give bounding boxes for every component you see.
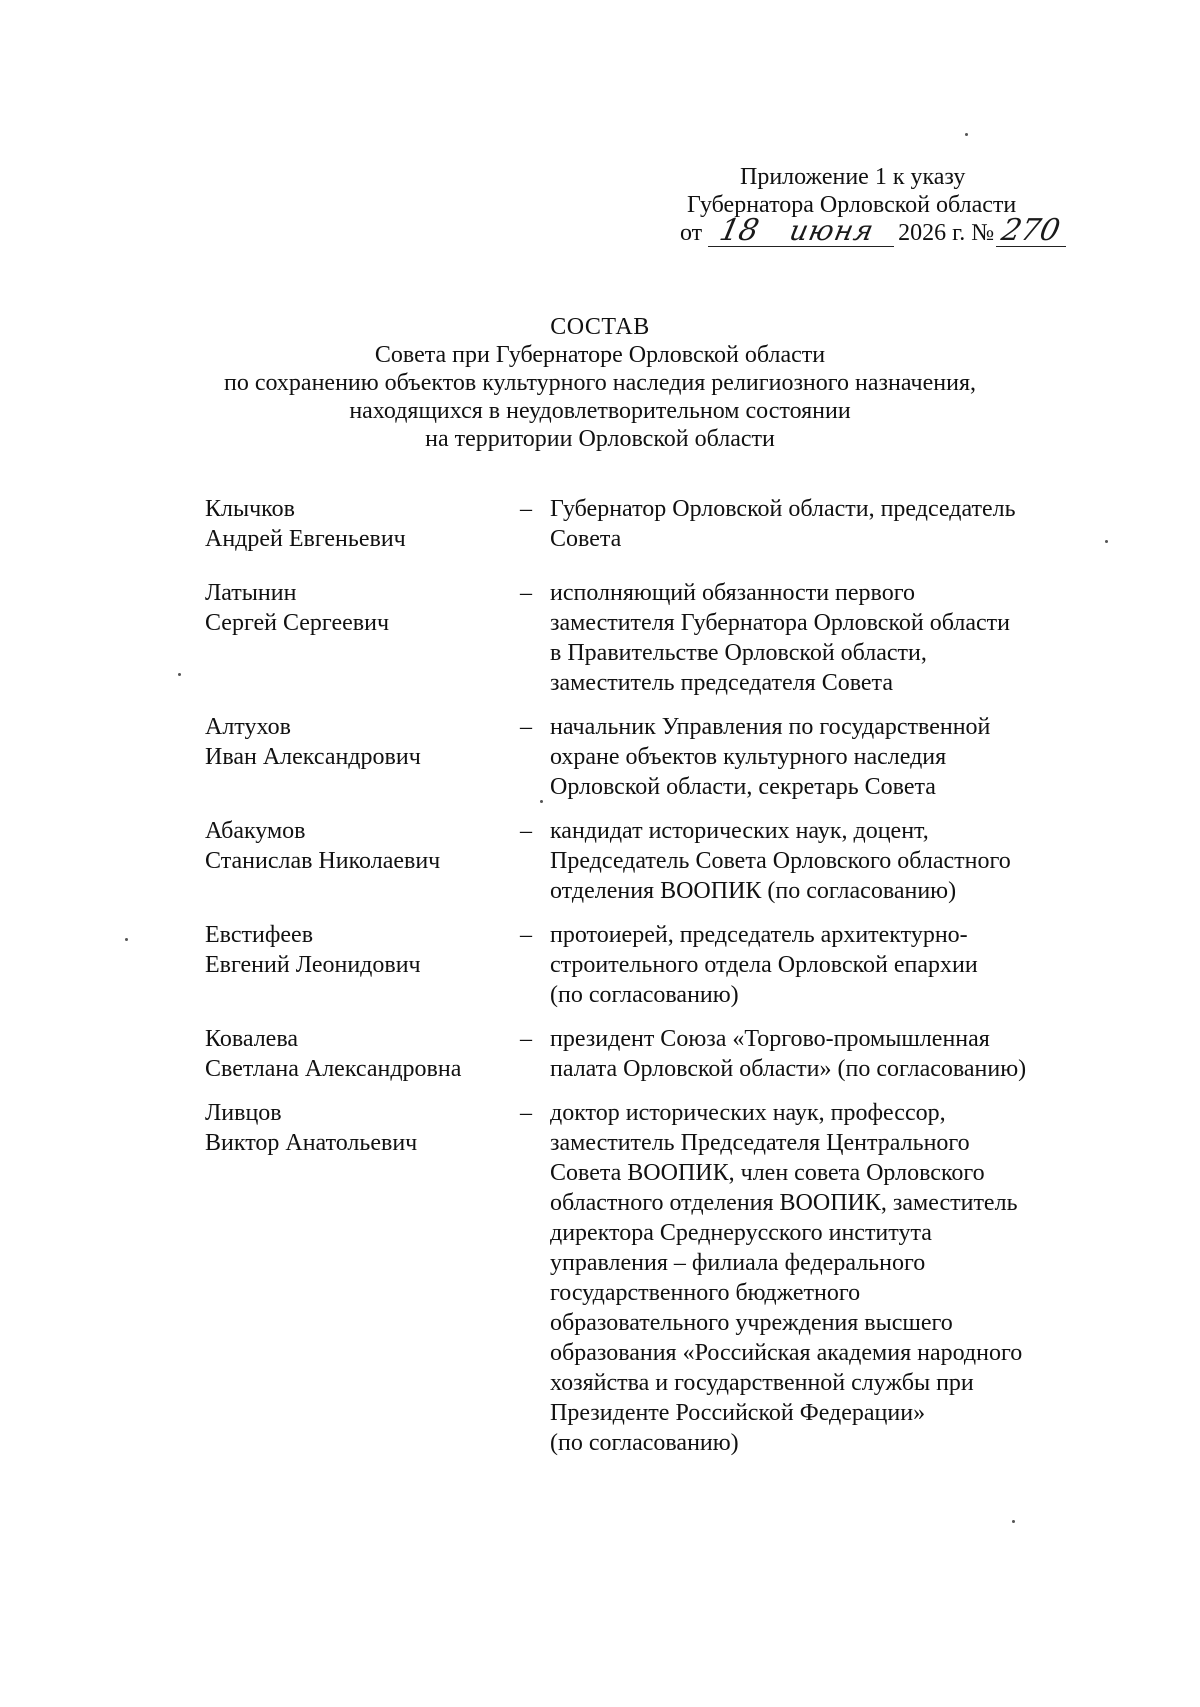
appendix-line-2: Губернатора Орловской области [687, 192, 1017, 218]
date-prefix: от [680, 220, 703, 246]
member-given-names: Светлана Александровна [205, 1056, 462, 1082]
member-surname: Клычков [205, 496, 295, 522]
member-row [205, 1098, 1105, 1458]
member-surname: Латынин [205, 580, 297, 606]
role-line: областного отделения ВООПИК, заместитель [550, 1190, 1018, 1216]
member-row [205, 494, 1105, 554]
scan-speck [1105, 540, 1108, 543]
member-given-names: Евгений Леонидович [205, 952, 421, 978]
member-row [205, 1024, 1105, 1084]
member-row [205, 920, 1105, 1010]
year-and-number-label: 2026 г. № [898, 220, 995, 246]
role-line: Председатель Совета Орловского областного [550, 848, 1011, 874]
handwritten-month: июня [786, 214, 878, 247]
document-title [0, 313, 1200, 453]
role-line: Губернатор Орловской области, председатель [550, 496, 1016, 522]
role-line: управления – филиала федерального [550, 1250, 926, 1276]
member-name [205, 494, 520, 554]
role-line: Орловской области, секретарь Совета [550, 774, 936, 800]
separator-dash: – [520, 714, 532, 740]
date-month-field [786, 214, 894, 247]
member-role [550, 578, 1090, 698]
role-line: (по согласованию) [550, 982, 739, 1008]
role-line: доктор исторических наук, профессор, [550, 1100, 946, 1126]
member-role [550, 920, 1090, 1010]
role-line: палата Орловской области» (по согласованию) [550, 1056, 1027, 1082]
appendix-note [680, 163, 1066, 247]
role-line: образовательного учреждения высшего [550, 1310, 953, 1336]
member-role [550, 1098, 1090, 1458]
role-line: хозяйства и государственной службы при [550, 1370, 974, 1396]
separator-dash: – [520, 1100, 532, 1126]
role-line: заместитель Председателя Центрального [550, 1130, 970, 1156]
title-line: находящихся в неудовлетворительном состоянии [349, 398, 851, 424]
member-name [205, 1098, 520, 1458]
member-name [205, 920, 520, 1010]
role-line: строительного отдела Орловской епархии [550, 952, 978, 978]
role-line: кандидат исторических наук, доцент, [550, 818, 929, 844]
member-given-names: Иван Александрович [205, 744, 421, 770]
separator-dash: – [520, 496, 532, 522]
member-role [550, 494, 1090, 554]
member-given-names: Виктор Анатольевич [205, 1130, 418, 1156]
scan-speck [540, 800, 543, 803]
role-line: заместитель председателя Совета [550, 670, 893, 696]
member-role [550, 1024, 1090, 1084]
role-line: Президенте Российской Федерации» [550, 1400, 926, 1426]
separator-dash: – [520, 580, 532, 606]
role-line: начальник Управления по государственной [550, 714, 991, 740]
member-surname: Евстифеев [205, 922, 314, 948]
role-line: образования «Российская академия народного [550, 1340, 1023, 1366]
decree-date-row [680, 213, 1066, 248]
member-given-names: Андрей Евгеньевич [205, 526, 406, 552]
title-heading: СОСТАВ [550, 314, 650, 340]
member-surname: Ковалева [205, 1026, 298, 1052]
scan-speck [1012, 1520, 1015, 1523]
member-row [205, 578, 1105, 698]
title-line: на территории Орловской области [425, 426, 775, 452]
scan-speck [125, 938, 128, 941]
role-line: протоиерей, председатель архитектурно- [550, 922, 968, 948]
member-given-names: Сергей Сергеевич [205, 610, 390, 636]
member-name [205, 578, 520, 698]
role-line: Совета [550, 526, 622, 552]
scan-speck [965, 133, 968, 136]
council-members-list [205, 494, 1105, 1458]
role-line: исполняющий обязанности первого [550, 580, 915, 606]
scan-speck [178, 673, 181, 676]
title-line: по сохранению объектов культурного наследия религиозного назначения, [224, 370, 976, 396]
role-line: директора Среднерусского института [550, 1220, 932, 1246]
separator-dash: – [520, 1026, 532, 1052]
member-given-names: Станислав Николаевич [205, 848, 441, 874]
member-surname: Абакумов [205, 818, 306, 844]
member-surname: Ливцов [205, 1100, 282, 1126]
appendix-line-1: Приложение 1 к указу [740, 164, 966, 190]
separator-dash: – [520, 818, 532, 844]
role-line: (по согласованию) [550, 1430, 739, 1456]
member-role [550, 712, 1090, 802]
handwritten-day: 18 [716, 213, 763, 248]
member-row [205, 712, 1105, 802]
role-line: в Правительстве Орловской области, [550, 640, 927, 666]
role-line: охране объектов культурного наследия [550, 744, 947, 770]
decree-number-field [996, 213, 1066, 248]
role-line: отделения ВООПИК (по согласованию) [550, 878, 957, 904]
separator-dash: – [520, 922, 532, 948]
date-day-field [708, 213, 786, 248]
role-line: заместителя Губернатора Орловской области [550, 610, 1010, 636]
handwritten-number: 270 [998, 213, 1064, 248]
role-line: Совета ВООПИК, член совета Орловского [550, 1160, 985, 1186]
member-surname: Алтухов [205, 714, 291, 740]
member-row [205, 816, 1105, 906]
member-name [205, 712, 520, 802]
member-role [550, 816, 1090, 906]
title-line: Совета при Губернаторе Орловской области [374, 342, 826, 368]
role-line: президент Союза «Торгово-промышленная [550, 1026, 990, 1052]
role-line: государственного бюджетного [550, 1280, 861, 1306]
member-name [205, 1024, 520, 1084]
member-name [205, 816, 520, 906]
